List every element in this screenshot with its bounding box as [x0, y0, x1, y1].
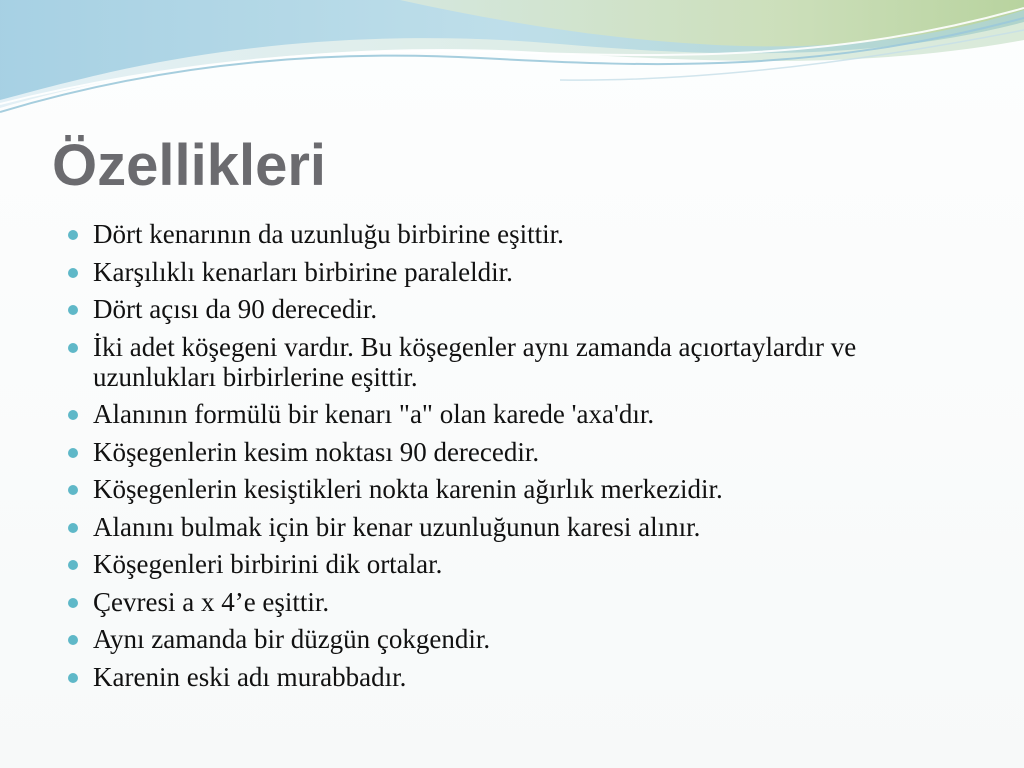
list-item	[62, 549, 962, 579]
bullet-dot-icon	[68, 305, 78, 315]
list-item	[62, 512, 962, 542]
list-item	[62, 219, 962, 249]
list-item-text: Karşılıklı kenarları birbirine paraleldir.	[93, 256, 513, 287]
list-item-text: Köşegenlerin kesiştikleri nokta karenin ağırlık merkezidir.	[93, 474, 723, 504]
list-item	[62, 624, 962, 654]
list-item	[62, 332, 962, 392]
list-item	[62, 662, 962, 692]
bullet-dot-icon	[68, 485, 78, 495]
list-item-text: Alanını bulmak için bir kenar uzunluğunun karesi alınır.	[93, 511, 701, 542]
bullet-dot-icon	[68, 448, 78, 458]
list-item-text: İki adet köşegeni vardır. Bu köşegenler aynı zamanda açıortaylardır ve uzunlukları birbirlerine eşittir.	[93, 331, 857, 392]
list-item-text: Köşegenleri birbirini dik ortalar.	[93, 549, 443, 579]
list-item-text: Karenin eski adı murabbadır.	[93, 661, 407, 692]
list-item	[62, 294, 962, 324]
bullet-dot-icon	[68, 598, 78, 608]
bullet-dot-icon	[68, 560, 78, 570]
list-item	[62, 437, 962, 467]
list-item-text: Çevresi a x 4’e eşittir.	[93, 586, 330, 617]
bullet-dot-icon	[68, 268, 78, 278]
list-item	[62, 587, 962, 617]
bullet-dot-icon	[68, 523, 78, 533]
list-item	[62, 257, 962, 287]
list-item-text: Alanının formülü bir kenarı "a" olan karede 'axa'dır.	[93, 399, 655, 429]
bullet-dot-icon	[68, 635, 78, 645]
bullet-dot-icon	[68, 230, 78, 240]
bullet-dot-icon	[68, 410, 78, 420]
bullet-list	[62, 219, 962, 699]
list-item	[62, 399, 962, 429]
decorative-wave-header	[0, 0, 1024, 130]
list-item-text: Dört açısı da 90 derecedir.	[93, 294, 378, 324]
list-item-text: Köşegenlerin kesim noktası 90 derecedir.	[93, 436, 540, 467]
bullet-dot-icon	[68, 343, 78, 353]
bullet-dot-icon	[68, 673, 78, 683]
slide-title: Özellikleri	[52, 133, 327, 198]
list-item-text: Dört kenarının da uzunluğu birbirine eşittir.	[93, 219, 564, 249]
list-item-text: Aynı zamanda bir düzgün çokgendir.	[93, 624, 491, 654]
list-item	[62, 474, 962, 504]
